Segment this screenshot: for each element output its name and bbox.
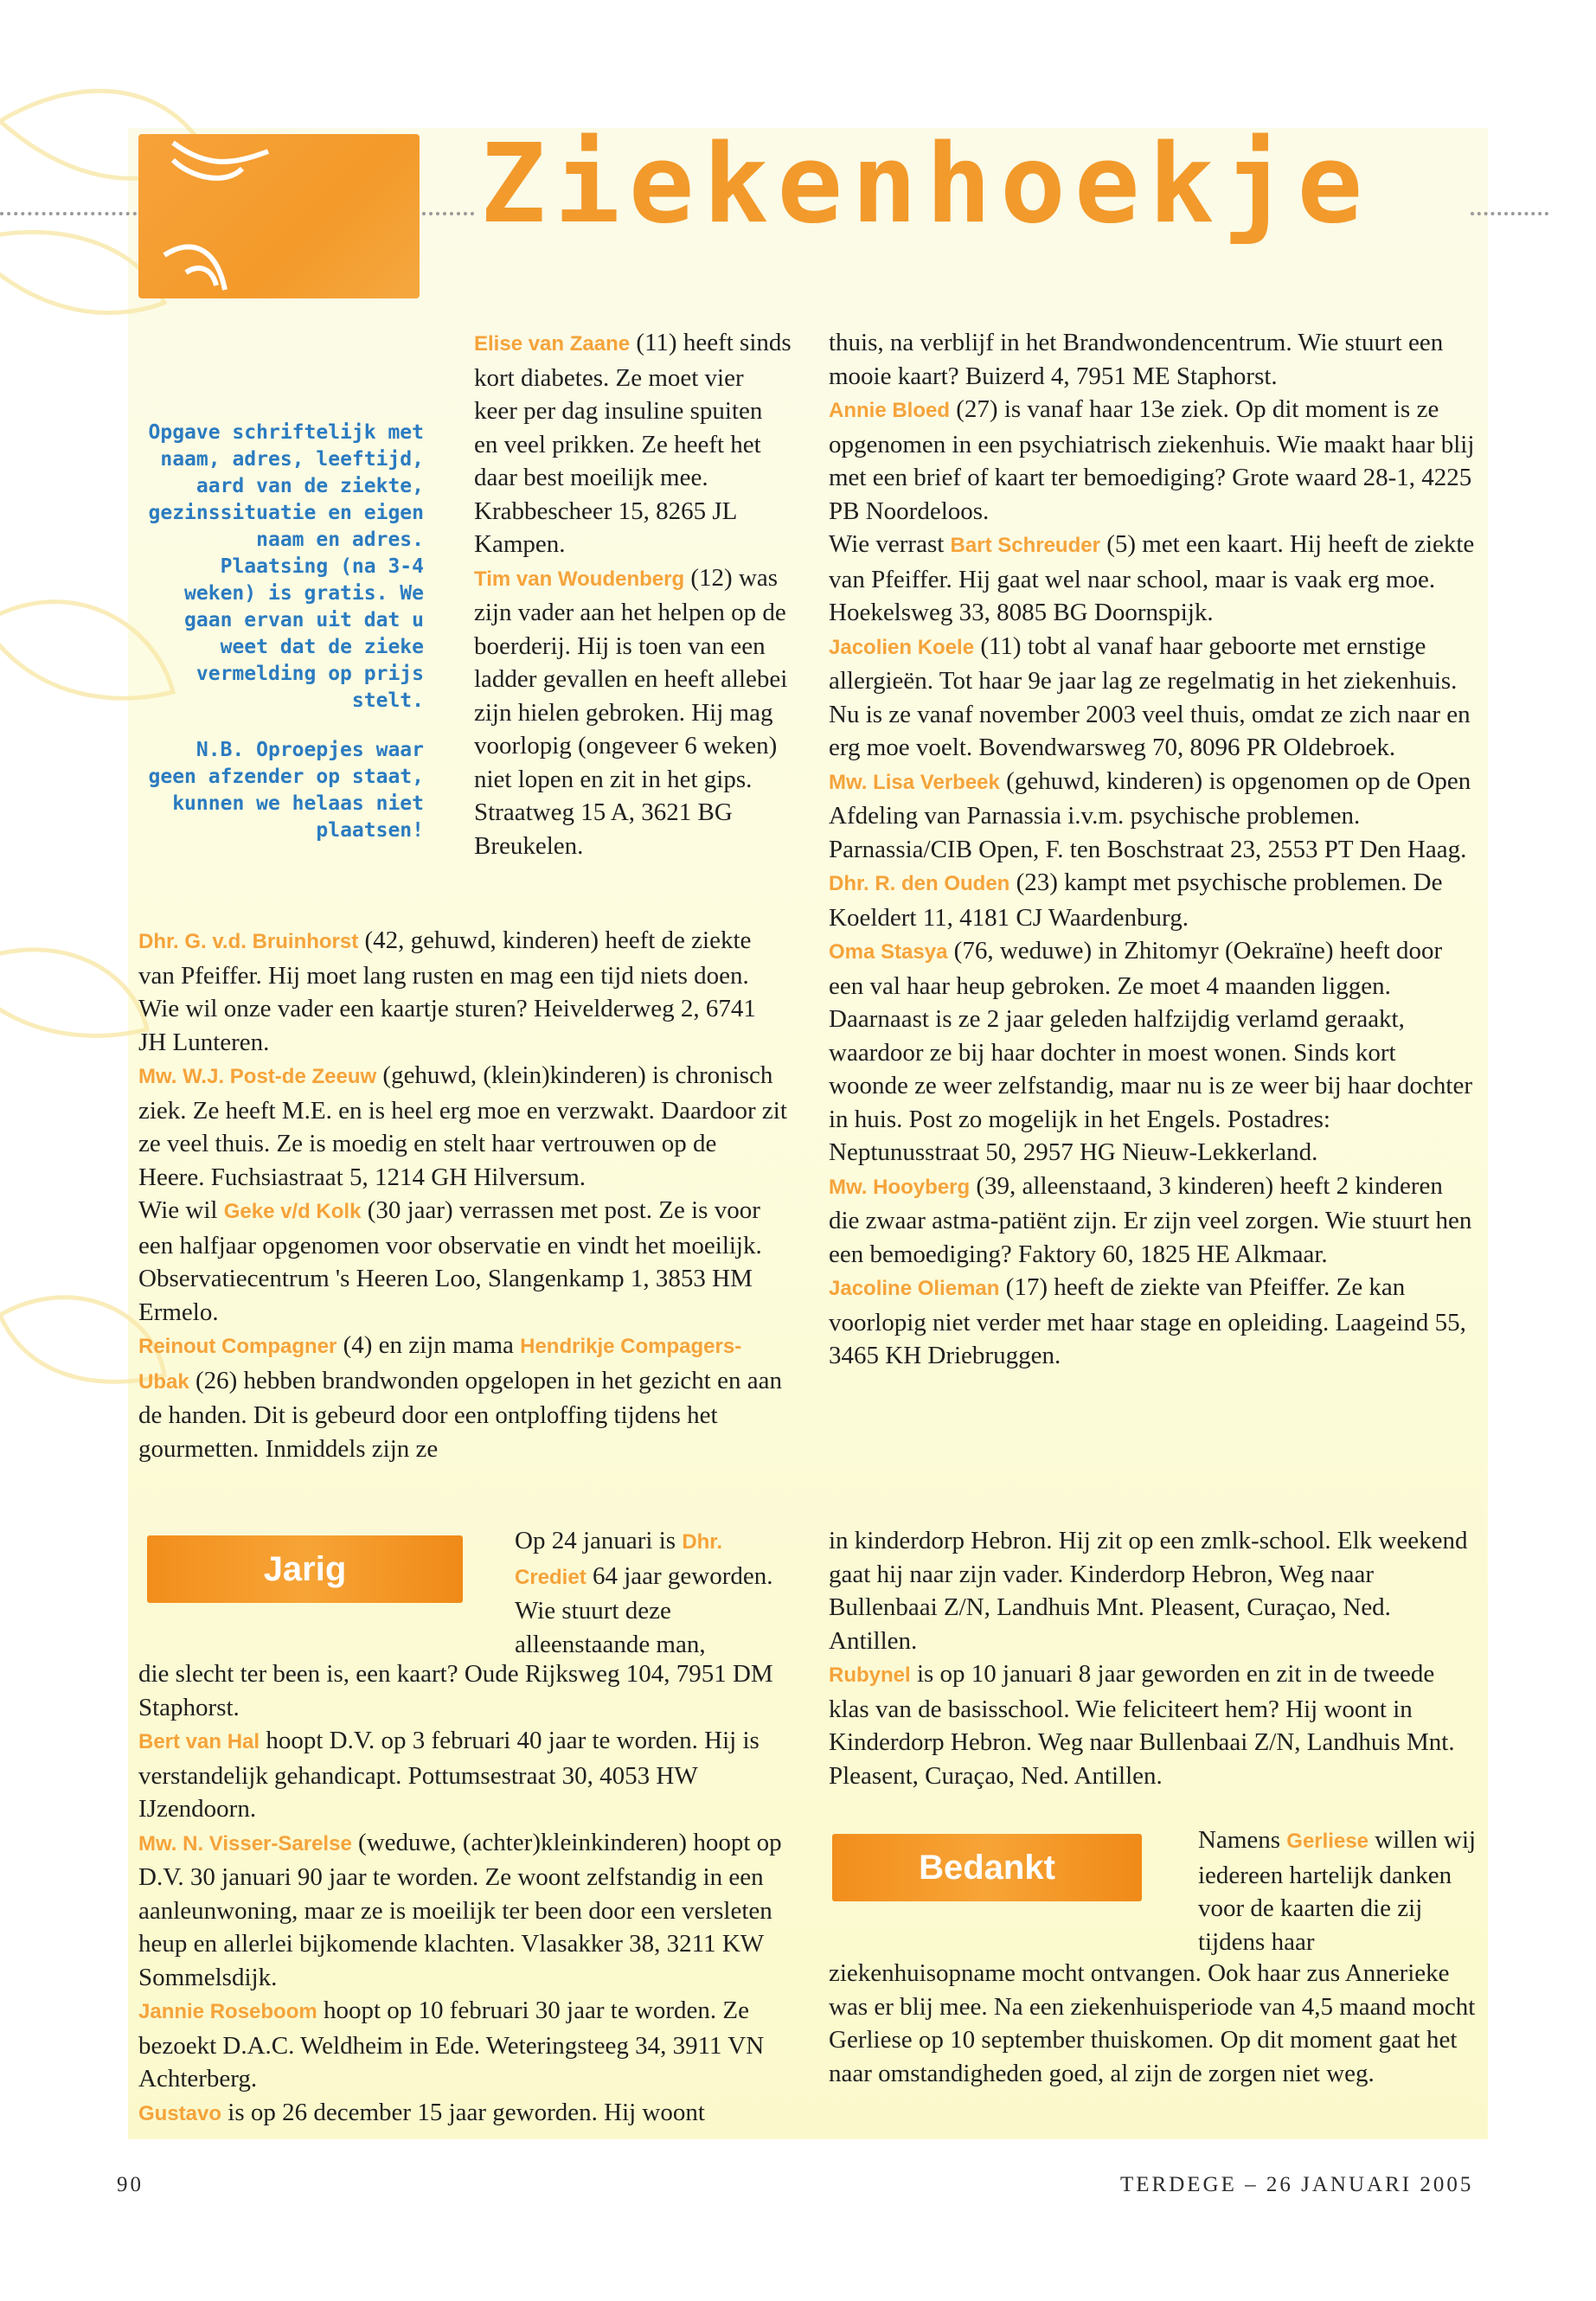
- entry-name: Tim van Woudenberg: [474, 567, 685, 591]
- entry-name: Reinout Compagner: [138, 1335, 337, 1358]
- entry-name: Bart Schreuder: [950, 534, 1100, 557]
- entry: [829, 393, 1477, 528]
- entry: [138, 1329, 789, 1465]
- column-middle-top: [474, 326, 792, 862]
- entry-text: (11) tobt al vanaf haar geboorte met ernstige allergieën. Tot haar 9e jaar lag ze regelmatig in het ziekenhuis. Nu is ze vanaf november 2003 veel thuis, omdat ze zich naar en erg moe voelt. Bovendwarsweg 70, 8096 PR Oldebroek.: [829, 631, 1471, 761]
- entry: die slecht ter been is, een kaart? Oude Rijksweg 104, 7951 DM Staphorst.: [138, 1660, 773, 1721]
- entry-name: Gerliese: [1286, 1830, 1369, 1853]
- entry-text: (17) heeft de ziekte van Pfeiffer. Ze kan voorlopig niet verder met haar stage en opleiding. Laageind 55, 3465 KH Driebruggen.: [829, 1273, 1466, 1369]
- entry-text: (11) heeft sinds kort diabetes. Ze moet vier keer per dag insuline spuiten en veel prikken. Ze heeft het daar best moeilijk mee. Krabbescheer 15, 8265 JL Kampen.: [474, 329, 792, 558]
- entry-text: (42, gehuwd, kinderen) heeft de ziekte van Pfeiffer. Hij moet lang rusten en mag een tijd niets doen. Wie wil onze vader een kaartje sturen? Heivelderweg 2, 6741 JH Lunteren.: [138, 926, 756, 1056]
- entry-name: Dhr. G. v.d. Bruinhorst: [138, 930, 359, 953]
- flower-logo-icon: [138, 134, 420, 298]
- entry: [829, 934, 1477, 1170]
- entry: [829, 1170, 1477, 1272]
- page-title: Ziekenhoekje: [480, 120, 1372, 247]
- entry-name: Jannie Roseboom: [138, 2000, 317, 2023]
- entry-name: Jacoline Olieman: [829, 1277, 1000, 1300]
- entry: thuis, na verblijf in het Brandwondencentrum. Wie stuurt een mooie kaart? Buizerd 4, 7951 ME Staphorst.: [829, 329, 1444, 390]
- title-mid-dots: [422, 212, 474, 215]
- entry-name: Jacolien Koele: [829, 635, 975, 659]
- entry-text: (39, alleenstaand, 3 kinderen) heeft 2 kinderen die zwaar astma-patiënt zijn. Er zijn veel zorgen. Wie stuurt hen een bemoediging? Faktory 60, 1825 HE Alkmaar.: [829, 1171, 1472, 1268]
- column-right: [829, 326, 1477, 1373]
- entry-text: (26) hebben brandwonden opgelopen in het gezicht en aan de handen. Dit is gebeurd door een ontploffing tijdens het gourmetten. Inmiddels zijn ze: [138, 1366, 782, 1463]
- entry: [474, 326, 792, 561]
- entry: [138, 1994, 789, 2096]
- entry-text: (30 jaar) verrassen met post. Ze is voor een halfjaar opgenomen voor observatie en vindt het moeilijk. Observatiecentrum 's Heeren Loo, Slangenkamp 1, 3853 HM Ermelo.: [138, 1196, 762, 1326]
- entry: [1198, 1823, 1479, 1958]
- entry-name: Bert van Hal: [138, 1730, 260, 1753]
- entry: [138, 924, 789, 1059]
- entry-text: (5) met een kaart. Hij heeft de ziekte van Pfeiffer. Hij gaat wel naar school, maar is vaak erg moe. Hoekelsweg 33, 8085 BG Doornspijk.: [829, 530, 1475, 626]
- entry: [138, 1724, 789, 1826]
- entry-text: Wie verrast: [829, 530, 951, 558]
- entry-text: hoopt D.V. op 3 februari 40 jaar te worden. Hij is verstandelijk gehandicapt. Pottumsestraat 30, 4053 HW IJzendoorn.: [138, 1727, 760, 1823]
- entry-name: Annie Bloed: [829, 399, 951, 422]
- entry-name: Elise van Zaane: [474, 332, 631, 356]
- entry-text: (weduwe, (achter)kleinkinderen) hoopt op D.V. 30 januari 90 jaar te worden. Ze woont zelfstandig in een aanleunwoning, maar ze is moeilijk ter been door een versleten heup en allerlei bijkomende klachten. Vlasakker 38, 3211 KW Sommelsdijk.: [138, 1828, 782, 1991]
- entry: [138, 1059, 789, 1194]
- entry: [138, 2096, 789, 2131]
- entry-text: willen wij iedereen hartelijk danken voor de kaarten die zij tijdens haar: [1198, 1826, 1477, 1956]
- entry-text: (4) en zijn mama: [337, 1331, 521, 1359]
- entry: [138, 1194, 789, 1329]
- entry-name: Geke v/d Kolk: [223, 1200, 362, 1223]
- entry: [829, 630, 1477, 765]
- bedankt-intro: [1198, 1823, 1479, 1958]
- entry-text: (gehuwd, kinderen) is opgenomen op de Open Afdeling van Parnassia i.v.m. psychische problemen. Parnassia/CIB Open, F. ten Boschstraat 23, 2553 PT Den Haag.: [829, 766, 1471, 863]
- publication-line: TERDEGE – 26 JANUARI 2005: [1120, 2173, 1474, 2196]
- submission-note: Opgave schriftelijk met naam, adres, leeftijd, aard van de ziekte, gezinssituatie en eigen naam en adres. Plaatsing (na 3-4 weken) is gratis. We gaan ervan uit dat u weet dat de zieke vermelding op prijs stelt.: [148, 421, 424, 712]
- entry: in kinderdorp Hebron. Hij zit op een zmlk-school. Elk weekend gaat hij naar zijn vader. Kinderdorp Hebron, Weg naar Bullenbaai Z/N, Landhuis Mnt. Pleasent, Curaçao, Ned. Antillen.: [829, 1527, 1468, 1655]
- jarig-intro: [515, 1524, 792, 1661]
- entry-text: (76, weduwe) in Zhitomyr (Oekraïne) heeft door een val haar heup gebroken. Ze moet 4 maanden liggen. Daarnaast is ze 2 jaar geleden halfzijdig verlamd geraakt, waardoor ze bij haar dochter in moest wonen. Sinds kort woonde ze weer zelfstandig, maar nu is ze weer bij haar dochter in huis. Post zo mogelijk in het Engels. Postadres: Neptunusstraat 50, 2957 HG Nieuw-Lekkerland.: [829, 937, 1472, 1166]
- entry-name: Mw. W.J. Post-de Zeeuw: [138, 1065, 377, 1088]
- column-left: [138, 924, 789, 1465]
- entry: [829, 1271, 1477, 1373]
- jarig-column-right: [829, 1524, 1477, 1792]
- entry-text: Wie wil: [138, 1196, 224, 1224]
- entry-name: Mw. Hooyberg: [829, 1175, 971, 1199]
- entry: [829, 765, 1477, 867]
- entry-text: Op 24 januari is: [515, 1527, 683, 1554]
- bedankt-text: [829, 1957, 1477, 2090]
- entry: [515, 1524, 792, 1661]
- title-left-dots: [0, 212, 137, 215]
- warning-note: N.B. Oproepjes waar geen afzender op staat, kunnen we helaas niet plaatsen!: [148, 739, 424, 842]
- submission-info: [138, 420, 424, 867]
- entry-name: Dhr. R. den Ouden: [829, 872, 1010, 895]
- page-number: 90: [117, 2173, 144, 2196]
- entry-name: Oma Stasya: [829, 940, 948, 964]
- entry: [829, 866, 1477, 934]
- entry-text: (27) is vanaf haar 13e ziek. Op dit moment is ze opgenomen in een psychiatrisch ziekenhuis. Wie maakt haar blij met een brief of kaart ter bemoediging? Grote waard 28-1, 4225 PB Noordeloos.: [829, 395, 1475, 525]
- entry-name: Mw. Lisa Verbeek: [829, 770, 1000, 794]
- title-right-dots: [1471, 212, 1548, 215]
- entry-name: Gustavo: [138, 2101, 222, 2125]
- jarig-banner: Jarig: [147, 1535, 463, 1603]
- entry: [829, 528, 1477, 630]
- entry-text: is op 10 januari 8 jaar geworden en zit in de tweede klas van de basisschool. Wie feliciteert hem? Hij woont in Kinderdorp Hebron. Weg naar Bullenbaai Z/N, Landhuis Mnt. Pleasent, Curaçao, Ned. Antillen.: [829, 1660, 1455, 1790]
- entry-name: Dhr. Crediet: [515, 1530, 722, 1589]
- title-graphic-block: [138, 134, 420, 298]
- entry: ziekenhuisopname mocht ontvangen. Ook haar zus Annerieke was er blij mee. Na een ziekenhuisperiode van 4,5 maand mocht Gerliese op 10 september thuiskomen. Op dit moment gaat het naar omstandigheden goed, al zijn de zorgen niet weg.: [829, 1959, 1476, 2087]
- entry: [474, 561, 792, 863]
- entry-name: Hendrikje Compagers-Ubak: [138, 1335, 742, 1394]
- entry-text: hoopt op 10 februari 30 jaar te worden. Ze bezoekt D.A.C. Weldheim in Ede. Weteringsteeg 34, 3911 VN Achterberg.: [138, 1997, 765, 2093]
- entry-name: Rubynel: [829, 1663, 911, 1687]
- bedankt-banner: Bedankt: [832, 1834, 1142, 1901]
- entry-text: Namens: [1198, 1826, 1287, 1854]
- jarig-column-left: [138, 1657, 789, 2131]
- entry-text: (gehuwd, (klein)kinderen) is chronisch ziek. Ze heeft M.E. en is heel erg moe en verzwakt. Daardoor zit ze veel thuis. Ze is moedig en stelt haar vertrouwen op de Heere. Fuchsiastraat 5, 1214 GH Hilversum.: [138, 1061, 787, 1191]
- entry: [829, 1657, 1477, 1792]
- entry-text: (12) was zijn vader aan het helpen op de boerderij. Hij is toen van een ladder gevallen en heeft allebei zijn hielen gebroken. Hij mag voorlopig (ongeveer 6 weken) niet lopen en zit in het gips. Straatweg 15 A, 3621 BG Breukelen.: [474, 563, 788, 860]
- entry-text: 64 jaar geworden. Wie stuurt deze alleenstaande man,: [515, 1561, 773, 1658]
- entry-name: Mw. N. Visser-Sarelse: [138, 1831, 352, 1856]
- entry-text: is op 26 december 15 jaar geworden. Hij woont: [221, 2098, 705, 2126]
- entry-text: (23) kampt met psychische problemen. De Koeldert 11, 4181 CJ Waardenburg.: [829, 868, 1443, 932]
- entry: [138, 1826, 789, 1995]
